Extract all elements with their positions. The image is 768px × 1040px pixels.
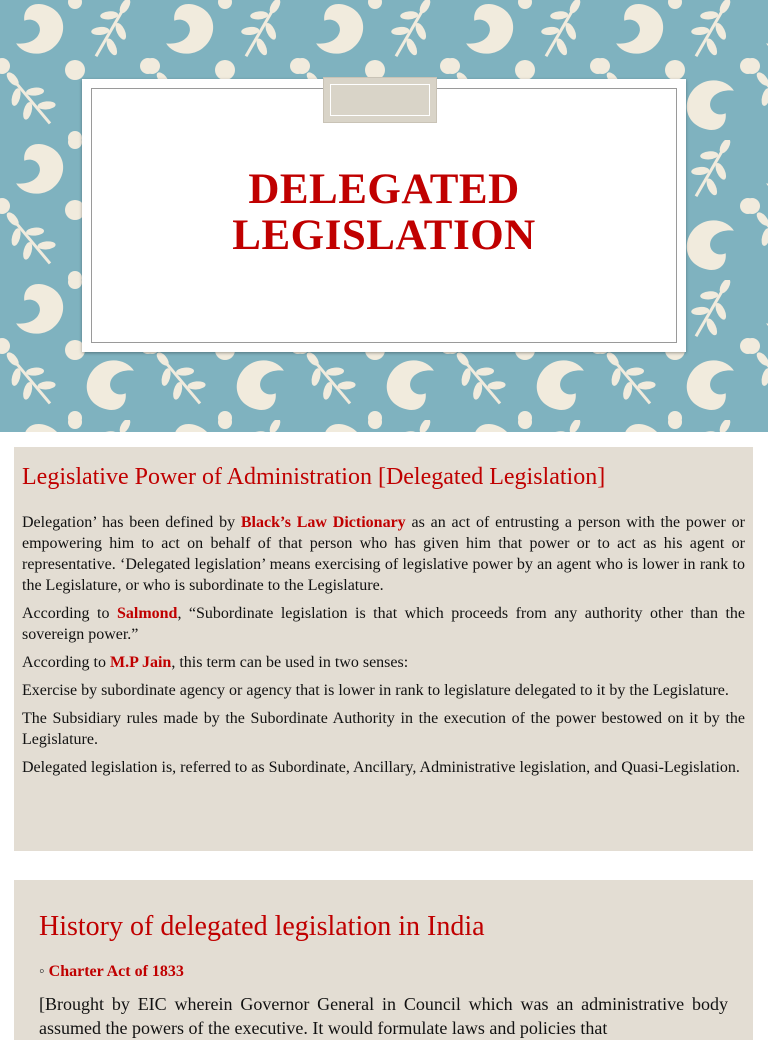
highlight-salmond: Salmond <box>116 605 178 622</box>
paragraph-mp-jain: According to M.P Jain, this term can be used in two senses: <box>22 654 409 671</box>
title-card <box>82 79 686 352</box>
title-line-2: LEGISLATION <box>232 212 536 259</box>
history-heading: History of delegated legislation in India <box>39 911 485 942</box>
paragraph-sense-2: The Subsidiary rules made by the Subordinate Authority in the execution of the power bestowed on it by the Legislature. <box>22 710 745 748</box>
bullet-charter-act: ◦ Charter Act of 1833 <box>39 963 184 980</box>
paragraph-salmond: According to Salmond, “Subordinate legislation is that which proceeds from any authority other than the sovereign power.” <box>22 605 745 643</box>
paragraph-sense-1: Exercise by subordinate agency or agency that is lower in rank to legislature delegated to it by the Legislature. <box>22 682 729 699</box>
history-paragraph: [Brought by EIC wherein Governor General in Council which was an administrative body assumed the powers of the executive. It would formulate laws and policies that <box>39 994 728 1038</box>
highlight-blacks-law-dictionary: Black’s Law Dictionary <box>240 514 406 531</box>
title-slide <box>0 0 768 432</box>
definition-body <box>22 512 745 785</box>
highlight-mp-jain: M.P Jain <box>109 654 172 671</box>
title-card-tab <box>323 77 437 123</box>
bullet-marker: ◦ <box>39 963 45 980</box>
title-line-1: DELEGATED <box>248 166 520 213</box>
history-slide <box>14 880 753 1040</box>
definition-slide <box>14 447 753 851</box>
paragraph-blacks-law: Delegation’ has been defined by Black’s Law Dictionary as an act of entrusting a person with the power or empowering him to act on behalf of that person who has given him that power or to act as his agent or representative. ‘Delegated legislation’ means exercising of legislative power by an agent who is lower in rank to the Legislature, or who is subordinate to the Legislature. <box>22 514 745 594</box>
definition-heading: Legislative Power of Administration [Delegated Legislation] <box>22 464 606 490</box>
slide-title <box>82 167 686 259</box>
paragraph-other-names: Delegated legislation is, referred to as Subordinate, Ancillary, Administrative legislation, and Quasi-Legislation. <box>22 759 740 776</box>
